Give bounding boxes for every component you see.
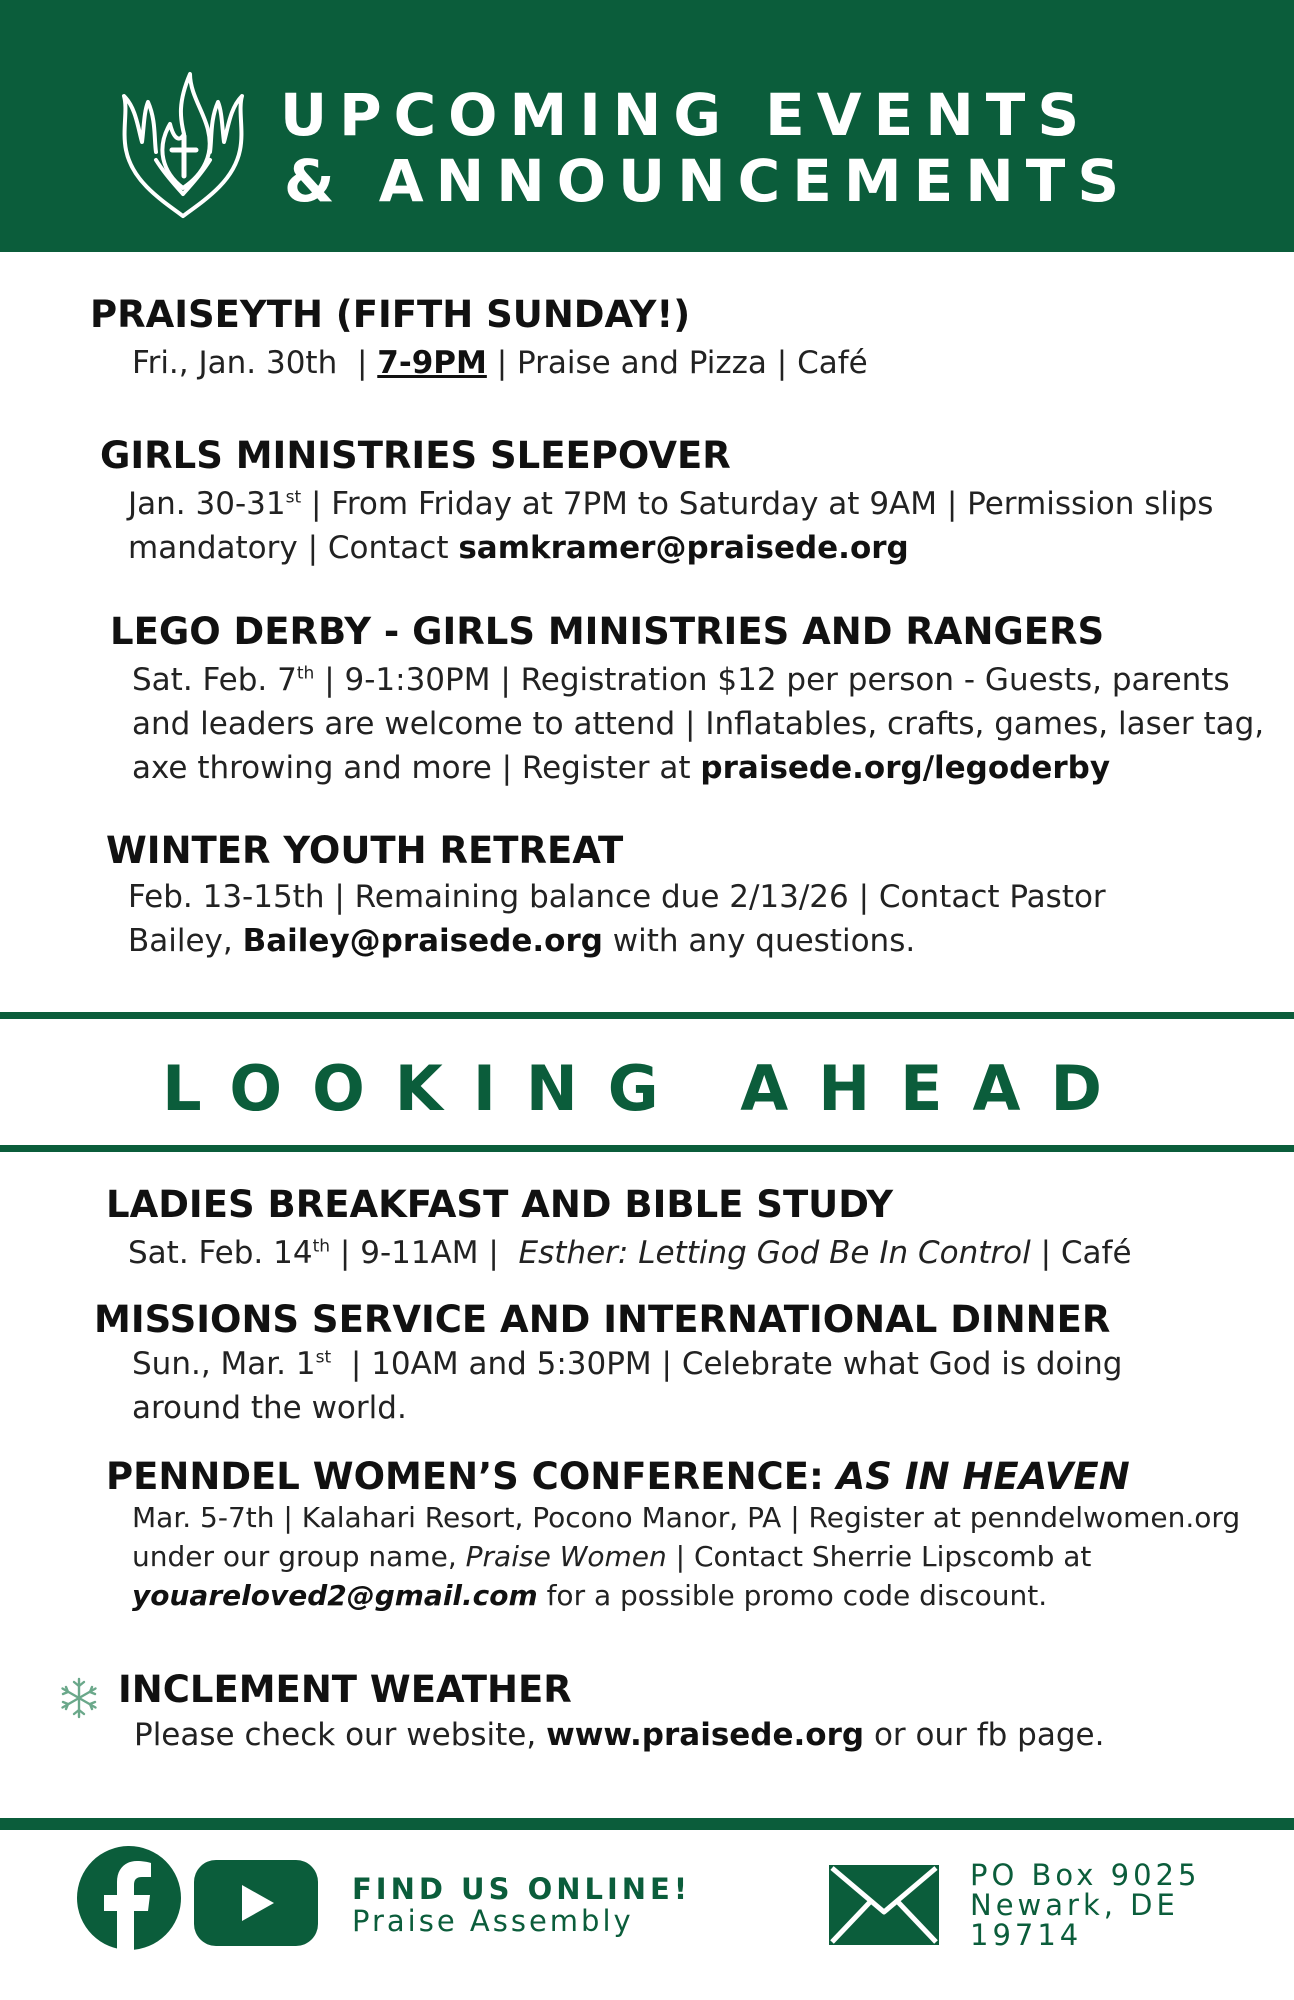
group-name: Praise Women (465, 1540, 667, 1573)
org-name: Praise Assembly (352, 1904, 634, 1938)
dove-hands-cross-logo (118, 68, 248, 220)
event-time: 7-9PM (377, 345, 487, 381)
study-title: Esther: Letting God Be In Control (518, 1235, 1031, 1271)
youtube-icon[interactable] (194, 1860, 318, 1946)
contact-email[interactable]: samkramer@praisede.org (458, 530, 909, 566)
header-banner (0, 0, 1294, 252)
conference-theme: AS IN HEAVEN (836, 1455, 1130, 1498)
event-details-lego-derby: Sat. Feb. 7th | 9-1:30PM | Registration $12 per person - Guests, parents and leaders are welcome to attend | Inflatables, crafts, games, laser tag, axe throwing and more | Register at praisede.org/legoderby (132, 662, 1265, 786)
register-link[interactable]: praisede.org/legoderby (700, 750, 1111, 786)
find-us-online-label: FIND US ONLINE! (352, 1872, 692, 1906)
event-info: From Friday at 7PM to Saturday at 9AM | Permission slips mandatory | Contact (128, 486, 1214, 566)
event-info-contact: | Contact Sherrie Lipscomb at (675, 1540, 1092, 1573)
footer-divider (0, 1818, 1294, 1830)
header-title-line1: UPCOMING EVENTS (280, 81, 1092, 149)
conference-title: PENNDEL WOMEN’S CONFERENCE: (106, 1455, 824, 1498)
event-details-ladies-breakfast: Sat. Feb. 14th | 9-11AM | Esther: Letting God Be In Control | Café (128, 1235, 1132, 1271)
section-divider-top (0, 1012, 1294, 1019)
event-date: Jan. 30-31 (128, 486, 286, 522)
event-info: Please check our website, (134, 1717, 537, 1753)
event-info: | 10AM and 5:30PM | Celebrate what God is doing around the world. (132, 1346, 1123, 1426)
event-details-missions-service (132, 1342, 1162, 1430)
event-date: Fri., Jan. 30th (132, 345, 338, 381)
event-title-praiseyth: PRAISEYTH (FIFTH SUNDAY!) (90, 293, 691, 336)
event-title-lego-derby: LEGO DERBY - GIRLS MINISTRIES AND RANGERS (110, 610, 1105, 653)
event-info-end: with any questions. (612, 923, 916, 959)
event-date-suffix: st (285, 487, 302, 508)
address-line1: PO Box 9025 (970, 1858, 1201, 1892)
event-title-penndel-conference (106, 1455, 1130, 1498)
event-title-winter-retreat: WINTER YOUTH RETREAT (106, 829, 624, 872)
event-details-praiseyth: Fri., Jan. 30th | 7-9PM | Praise and Pizza | Café (132, 345, 868, 381)
event-title-missions-service: MISSIONS SERVICE AND INTERNATIONAL DINNER (94, 1298, 1111, 1341)
event-date-suffix: st (315, 1347, 332, 1368)
event-date: Sat. Feb. 7 (132, 662, 297, 698)
event-info: Feb. 13-15th | Remaining balance due 2/13/26 | Contact Pastor Bailey, (128, 879, 1106, 959)
event-info-end: or our fb page. (873, 1717, 1105, 1753)
contact-email[interactable]: youareloved2@gmail.com (132, 1579, 538, 1612)
event-info: 9-1:30PM | Registration $12 per person - Guests, parents and leaders are welcome to attend | Inflatables, crafts, games, laser tag, axe throwing and more | Register at (132, 662, 1265, 786)
event-date: Sun., Mar. 1 (132, 1346, 316, 1382)
event-title-inclement-weather: INCLEMENT WEATHER (118, 1668, 572, 1711)
event-title-ladies-breakfast: LADIES BREAKFAST AND BIBLE STUDY (106, 1183, 894, 1226)
section-divider-bottom (0, 1145, 1294, 1152)
event-date: Sat. Feb. 14 (128, 1235, 313, 1271)
address-line2: Newark, DE (970, 1888, 1179, 1922)
event-date-suffix: th (296, 663, 315, 684)
snowflake-icon (58, 1677, 100, 1719)
event-date-suffix: th (312, 1236, 331, 1257)
event-info: Mar. 5-7th | Kalahari Resort, Pocono Manor, PA | Register at penndelwomen.org under our group name, (132, 1501, 1241, 1573)
header-title (280, 82, 1280, 214)
looking-ahead-title: LOOKING AHEAD (162, 1052, 1132, 1125)
contact-email[interactable]: Bailey@praisede.org (242, 923, 603, 959)
mailing-address (970, 1860, 1200, 1950)
event-details-sleepover: Jan. 30-31st | From Friday at 7PM to Saturday at 9AM | Permission slips mandatory | Contact samkramer@praisede.org (128, 486, 1214, 566)
event-details-penndel-conference (132, 1498, 1262, 1615)
event-info: Praise and Pizza | Café (517, 345, 868, 381)
event-details-inclement-weather (134, 1713, 1264, 1757)
event-time: 9-11AM | (360, 1235, 499, 1271)
event-location: | Café (1040, 1235, 1132, 1271)
event-title-sleepover: GIRLS MINISTRIES SLEEPOVER (100, 434, 731, 477)
envelope-icon (826, 1862, 942, 1948)
website-link[interactable]: www.praisede.org (546, 1717, 865, 1753)
event-details-winter-retreat (128, 875, 1128, 963)
event-info-end: for a possible promo code discount. (546, 1579, 1048, 1612)
facebook-icon[interactable] (76, 1845, 182, 1951)
header-title-line2: & ANNOUNCEMENTS (284, 147, 1132, 215)
address-line3: 19714 (970, 1918, 1083, 1952)
